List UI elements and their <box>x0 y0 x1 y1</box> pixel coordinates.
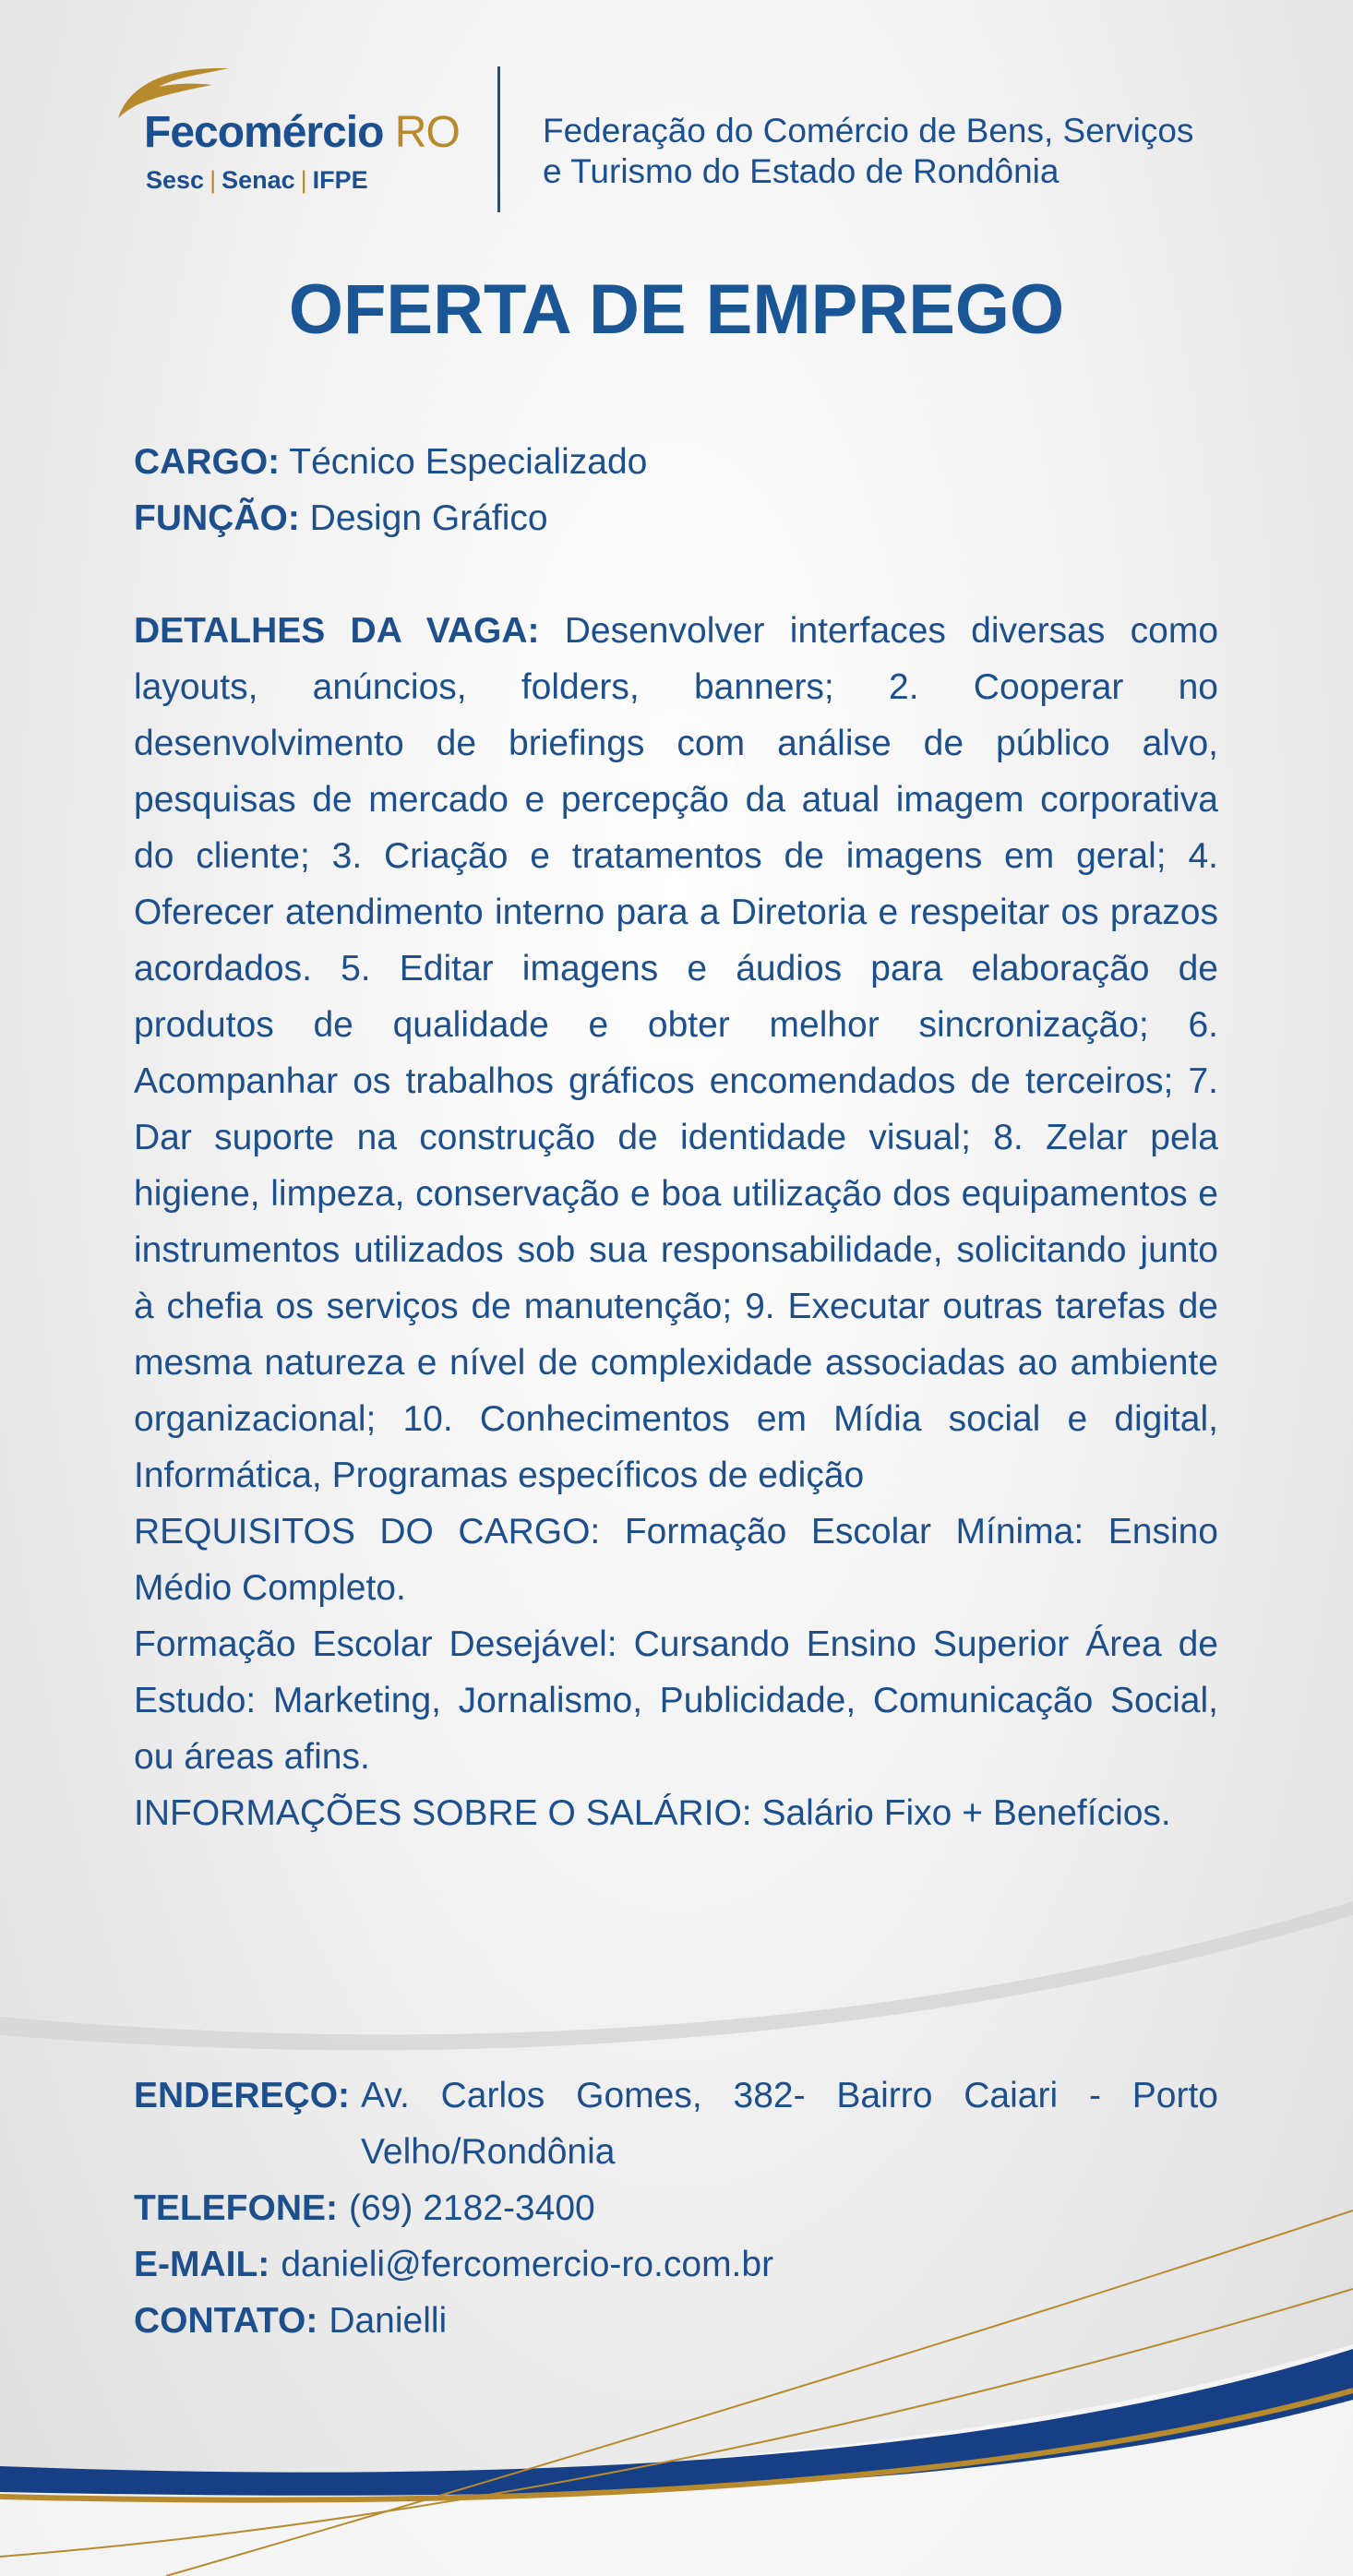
email-label: E-MAIL: <box>134 2245 270 2284</box>
cargo-value: Técnico Especializado <box>289 442 648 482</box>
requirements-text: REQUISITOS DO CARGO: Formação Escolar Mínima: Ensino Médio Completo. <box>134 1512 1218 1608</box>
address-value: Av. Carlos Gomes, 382- Bairro Caiari - Porto Velho/Rondônia <box>361 2076 1218 2172</box>
federation-name <box>543 111 1281 192</box>
federation-line-1: Federação do Comércio de Bens, Serviços <box>543 112 1194 150</box>
address-row <box>134 2067 1218 2180</box>
contact-person-label: CONTATO: <box>134 2301 318 2341</box>
details-label: DETALHES DA VAGA: <box>134 611 540 651</box>
address-label: ENDEREÇO: <box>134 2076 351 2115</box>
cargo-label: CARGO: <box>134 442 281 482</box>
contact-person-value: Danielli <box>329 2301 448 2341</box>
fecomercio-logo <box>111 57 471 196</box>
logo-title: Fecomércio RO <box>144 108 460 157</box>
phone-value[interactable]: (69) 2182-3400 <box>349 2188 595 2228</box>
phone-label: TELEFONE: <box>134 2188 338 2228</box>
details-text: Desenvolver interfaces diversas como layouts, anúncios, folders, banners; 2. Cooperar no desenvolvimento de briefings com análise de público alvo, pesquisas de mercado e percepção da atual imagem corporativa do cliente; 3. Criação e tratamentos de imagens em geral; 4. Oferecer atendimento interno para a Diretoria e respeitar os prazos acordados. 5. Editar imagens e áudios para elaboração de produtos de qualidade e obter melhor sincronização; 6. Acompanhar os trabalhos gráficos encomendados de terceiros; 7. Dar suporte na construção de identidade visual; 8. Zelar pela higiene, limpeza, conservação e boa utilização dos equipamentos e instrumentos utilizados sob sua responsabilidade, solicitando junto à chefia os serviços de manutenção; 9. Executar outras tarefas de mesma natureza e nível de complexidade associadas ao ambiente organizacional; 10. Conhecimentos em Mídia social e digital, Informática, Programas específicos de edição <box>134 611 1219 1495</box>
funcao-line <box>134 490 1218 546</box>
page-title: OFERTA DE EMPREGO <box>288 270 1065 349</box>
vacancy-details <box>134 603 1218 1841</box>
contact-info <box>134 2067 1218 2349</box>
header-divider <box>497 66 500 212</box>
education-text: Formação Escolar Desejável: Cursando Ensino Superior Área de Estudo: Marketing, Jornalismo, Publicidade, Comunicação Social, ou áreas afins. <box>134 1624 1218 1777</box>
job-details <box>134 434 1218 1841</box>
funcao-label: FUNÇÃO: <box>134 498 300 538</box>
cargo-line <box>134 434 1218 490</box>
email-value[interactable]: danieli@fercomercio-ro.com.br <box>281 2245 774 2284</box>
email-row <box>134 2236 1218 2293</box>
funcao-value: Design Gráfico <box>309 498 548 538</box>
gray-swoosh <box>0 1901 1353 2050</box>
phone-row <box>134 2180 1218 2236</box>
logo-subtitle: Sesc | Senac | IFPE <box>146 166 368 194</box>
details-paragraph <box>134 603 1218 1504</box>
header <box>0 0 1353 240</box>
salary-text: INFORMAÇÕES SOBRE O SALÁRIO: Salário Fixo + Benefícios. <box>134 1793 1171 1833</box>
federation-line-2: e Turismo do Estado de Rondônia <box>543 152 1060 190</box>
contact-person-row <box>134 2293 1218 2349</box>
